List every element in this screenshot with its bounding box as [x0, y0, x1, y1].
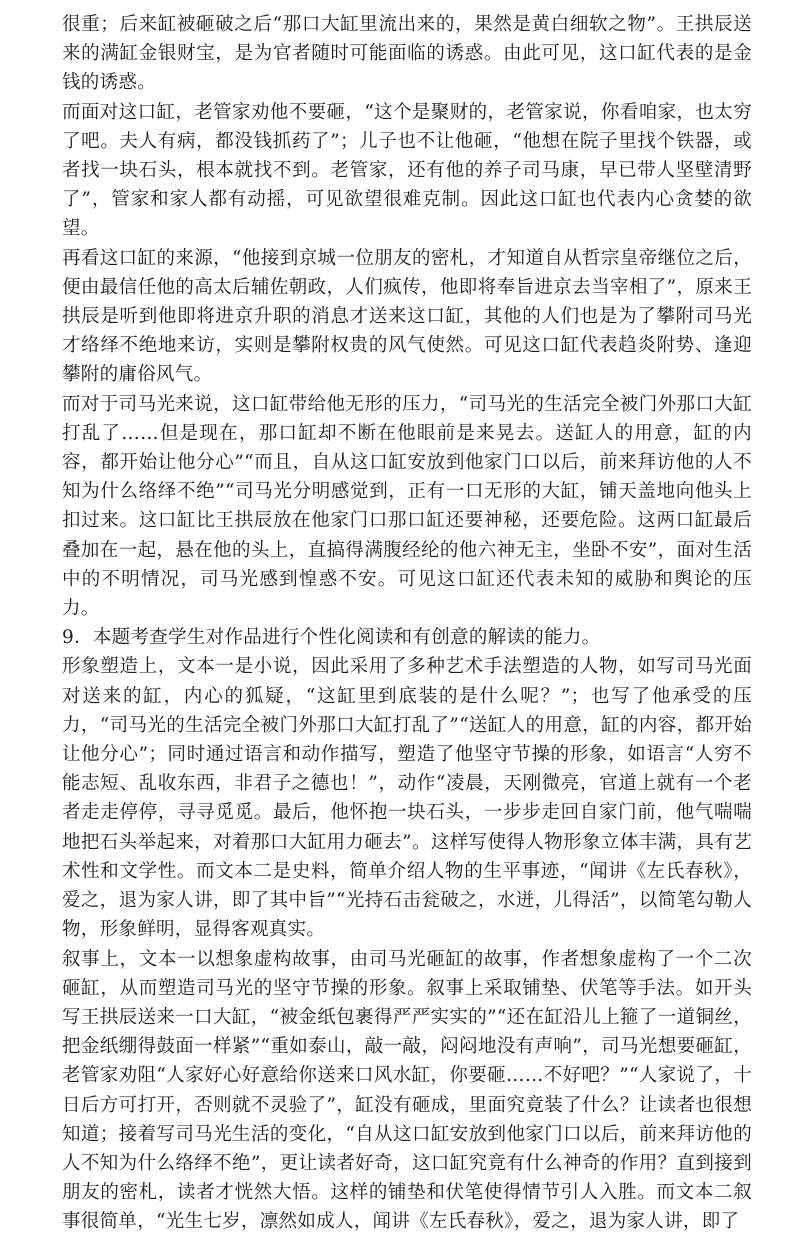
document-page — [62, 10, 752, 1237]
question-9-heading: 9．本题考查学生对作品进行个性化阅读和有创意的解读的能力。 — [62, 627, 601, 649]
paragraph-characterization: 形象塑造上，文本一是小说，因此采用了多种艺术手法塑造的人物，如写司马光面对送来的缸，内心的狐疑，“这缸里到底装的是什么呢？”；也写了他承受的压力，“司马光的生活完全被门外那口大缸打乱了”“送缸人的用意，缸的内容，都开始让他分心”；同时通过语言和动作描写，塑造了他坚守节操的形象，如语言“人穷不能志短、乱收东西，非君子之德也！”，动作“凌晨，天刚微亮，官道上就有一个老者走走停停，寻寻觅觅。最后，他怀抱一块石头，一步步走回自家门前，他气喘喘地把石头举起来，对着那口大缸用力砸去”。这样写使得人物形象立体丰满，具有艺术性和文学性。而文本二是史料，简单介绍人物的生平事迹，“闻讲《左氏春秋》，爱之，退为家人讲，即了其中旨”“光持石击瓮破之，水迸，儿得活”，以简笔勾勒人物，形象鲜明，显得客观真实。 — [62, 656, 752, 941]
paragraph-narration: 叙事上，文本一以想象虚构故事，由司马光砸缸的故事，作者想象虚构了一个二次砸缸，从而塑造司马光的坚守节操的形象。叙事上采取铺垫、伏笔等手法。如开头写王拱辰送来一口大缸，“被金纸包裹得严严实实的”“还在缸沿儿上箍了一道铜丝，把金纸绷得鼓面一样紧”“重如泰山，敲一敲，闷闷地没有声响”，司马光想要砸缸，老管家劝阻“人家好心好意给你送来口风水缸，你要砸……不好吧？”“人家说了，十日后方可打开，否则就不灵验了”，缸没有砸成，里面究竟装了什么？让读者也很想知道；接着写司马光生活的变化，“自从这口缸安放到他家门口以后，前来拜访他的人不知为什么络绎不绝”，更让读者好奇，这口缸究竟有什么神奇的作用？直到接到朋友的密札，读者才恍然大悟。这样的铺垫和伏笔使得情节引人入胜。而文本二叙事很简单，“光生七岁，凛然如成人，闻讲《左氏春秋》，爱之，退为家人讲，即了 — [62, 948, 752, 1233]
paragraph-symbolism-wealth: 很重；后来缸被砸破之后“那口大缸里流出来的，果然是黄白细软之物”。王拱辰送来的满缸金银财宝，是为官者随时可能面临的诱惑。由此可见，这口缸代表的是金钱的诱惑。 — [62, 14, 752, 94]
paragraph-symbolism-pressure: 而对于司马光来说，这口缸带给他无形的压力，“司马光的生活完全被门外那口大缸打乱了……但是现在，那口缸却不断在他眼前是来晃去。送缸人的用意，缸的内容，都开始让他分心”“而且，自从这口缸安放到他家门口以后，前来拜访他的人不知为什么络绎不绝”“司马光分明感觉到，正有一口无形的大缸，铺天盖地向他头上扣过来。这口缸比王拱辰放在他家门口那口缸还要神秘，还要危险。这两口缸最后叠加在一起，悬在他的头上，直搞得满腹经纶的他六神无主，坐卧不安”，面对生活中的不明情况，司马光感到惶惑不安。可见这口缸还代表未知的威胁和舆论的压力。 — [62, 393, 752, 620]
paragraph-symbolism-greed: 而面对这口缸，老管家劝他不要砸，“这个是聚财的，老管家说，你看咱家，也太穷了吧。夫人有病，都没钱抓药了”；儿子也不让他砸，“他想在院子里找个铁器，或者找一块石头，根本就找不到。老管家，还有他的养子司马康，早已带人坚壁清野了”，管家和家人都有动摇，可见欲望很难克制。因此这口缸也代表内心贪婪的欲望。 — [62, 101, 752, 240]
paragraph-symbolism-flattery: 再看这口缸的来源，“他接到京城一位朋友的密札，才知道自从哲宗皇帝继位之后，便由最信任他的高太后辅佐朝政，人们疯传，他即将奉旨进京去当宰相了”，原来王拱辰是听到他即将进京升职的消息才送来这口缸，其他的人们也是为了攀附司马光才络绎不绝地来访，实则是攀附权贵的风气使然。可见这口缸代表趋炎附势、逢迎攀附的庸俗风气。 — [62, 247, 752, 386]
